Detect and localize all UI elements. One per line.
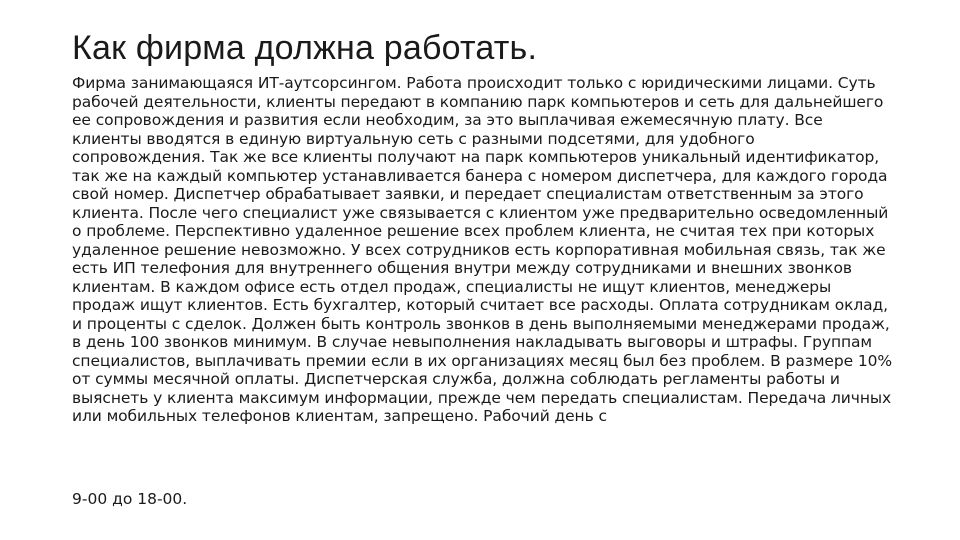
slide-body-text: Фирма занимающаяся ИТ-аутсорсингом. Работа происходит только с юридическими лицами. Суть рабочей деятельности, клиенты передают в компанию парк компьютеров и сеть для дальнейшего ее сопровождения и развития если необходим, за это выплачивая ежемесячную плату. Все клиенты вводятся в единую виртуальную сеть с разными подсетями, для удобного сопровождения. Так же все клиенты получают на парк компьютеров уникальный идентификатор, так же на каждый компьютер устанавливается банера с номером диспетчера, для каждого города свой номер. Диспетчер обрабатывает заявки, и передает специалистам ответственным за этого клиента. После чего специалист уже связывается с клиентом уже предварительно осведомленный о проблеме. Перспективно удаленное решение всех проблем клиента, не считая тех при которых удаленное решение невозможно. У всех сотрудников есть корпоративная мобильная связь, так же есть ИП телефония для внутреннего общения внутри между сотрудниками и внешних звонков клиентам. В каждом офисе есть отдел продаж, специалисты не ищут клиентов, менеджеры продаж ищут клиентов. Есть бухгалтер, который считает все расходы. Оплата сотрудникам оклад, и проценты с сделок. Должен быть контроль звонков в день выполняемыми менеджерами продаж, в день 100 звонков минимум. В случае невыполнения накладывать выговоры и штрафы. Группам специалистов, выплачивать премии если в их организациях месяц был без проблем. В размере 10% от суммы месячной оплаты. Диспетчерская служба, должна соблюдать регламенты работы и выяснеть у клиента максимум информации, прежде чем передать специалистам. Передача личных или мобильных телефонов клиентам, запрещено. Рабочий день с	[72, 74, 892, 425]
slide-body-text-last-line: 9-00 до 18-00.	[72, 490, 188, 508]
slide-title: Как фирма должна работать.	[72, 29, 538, 67]
